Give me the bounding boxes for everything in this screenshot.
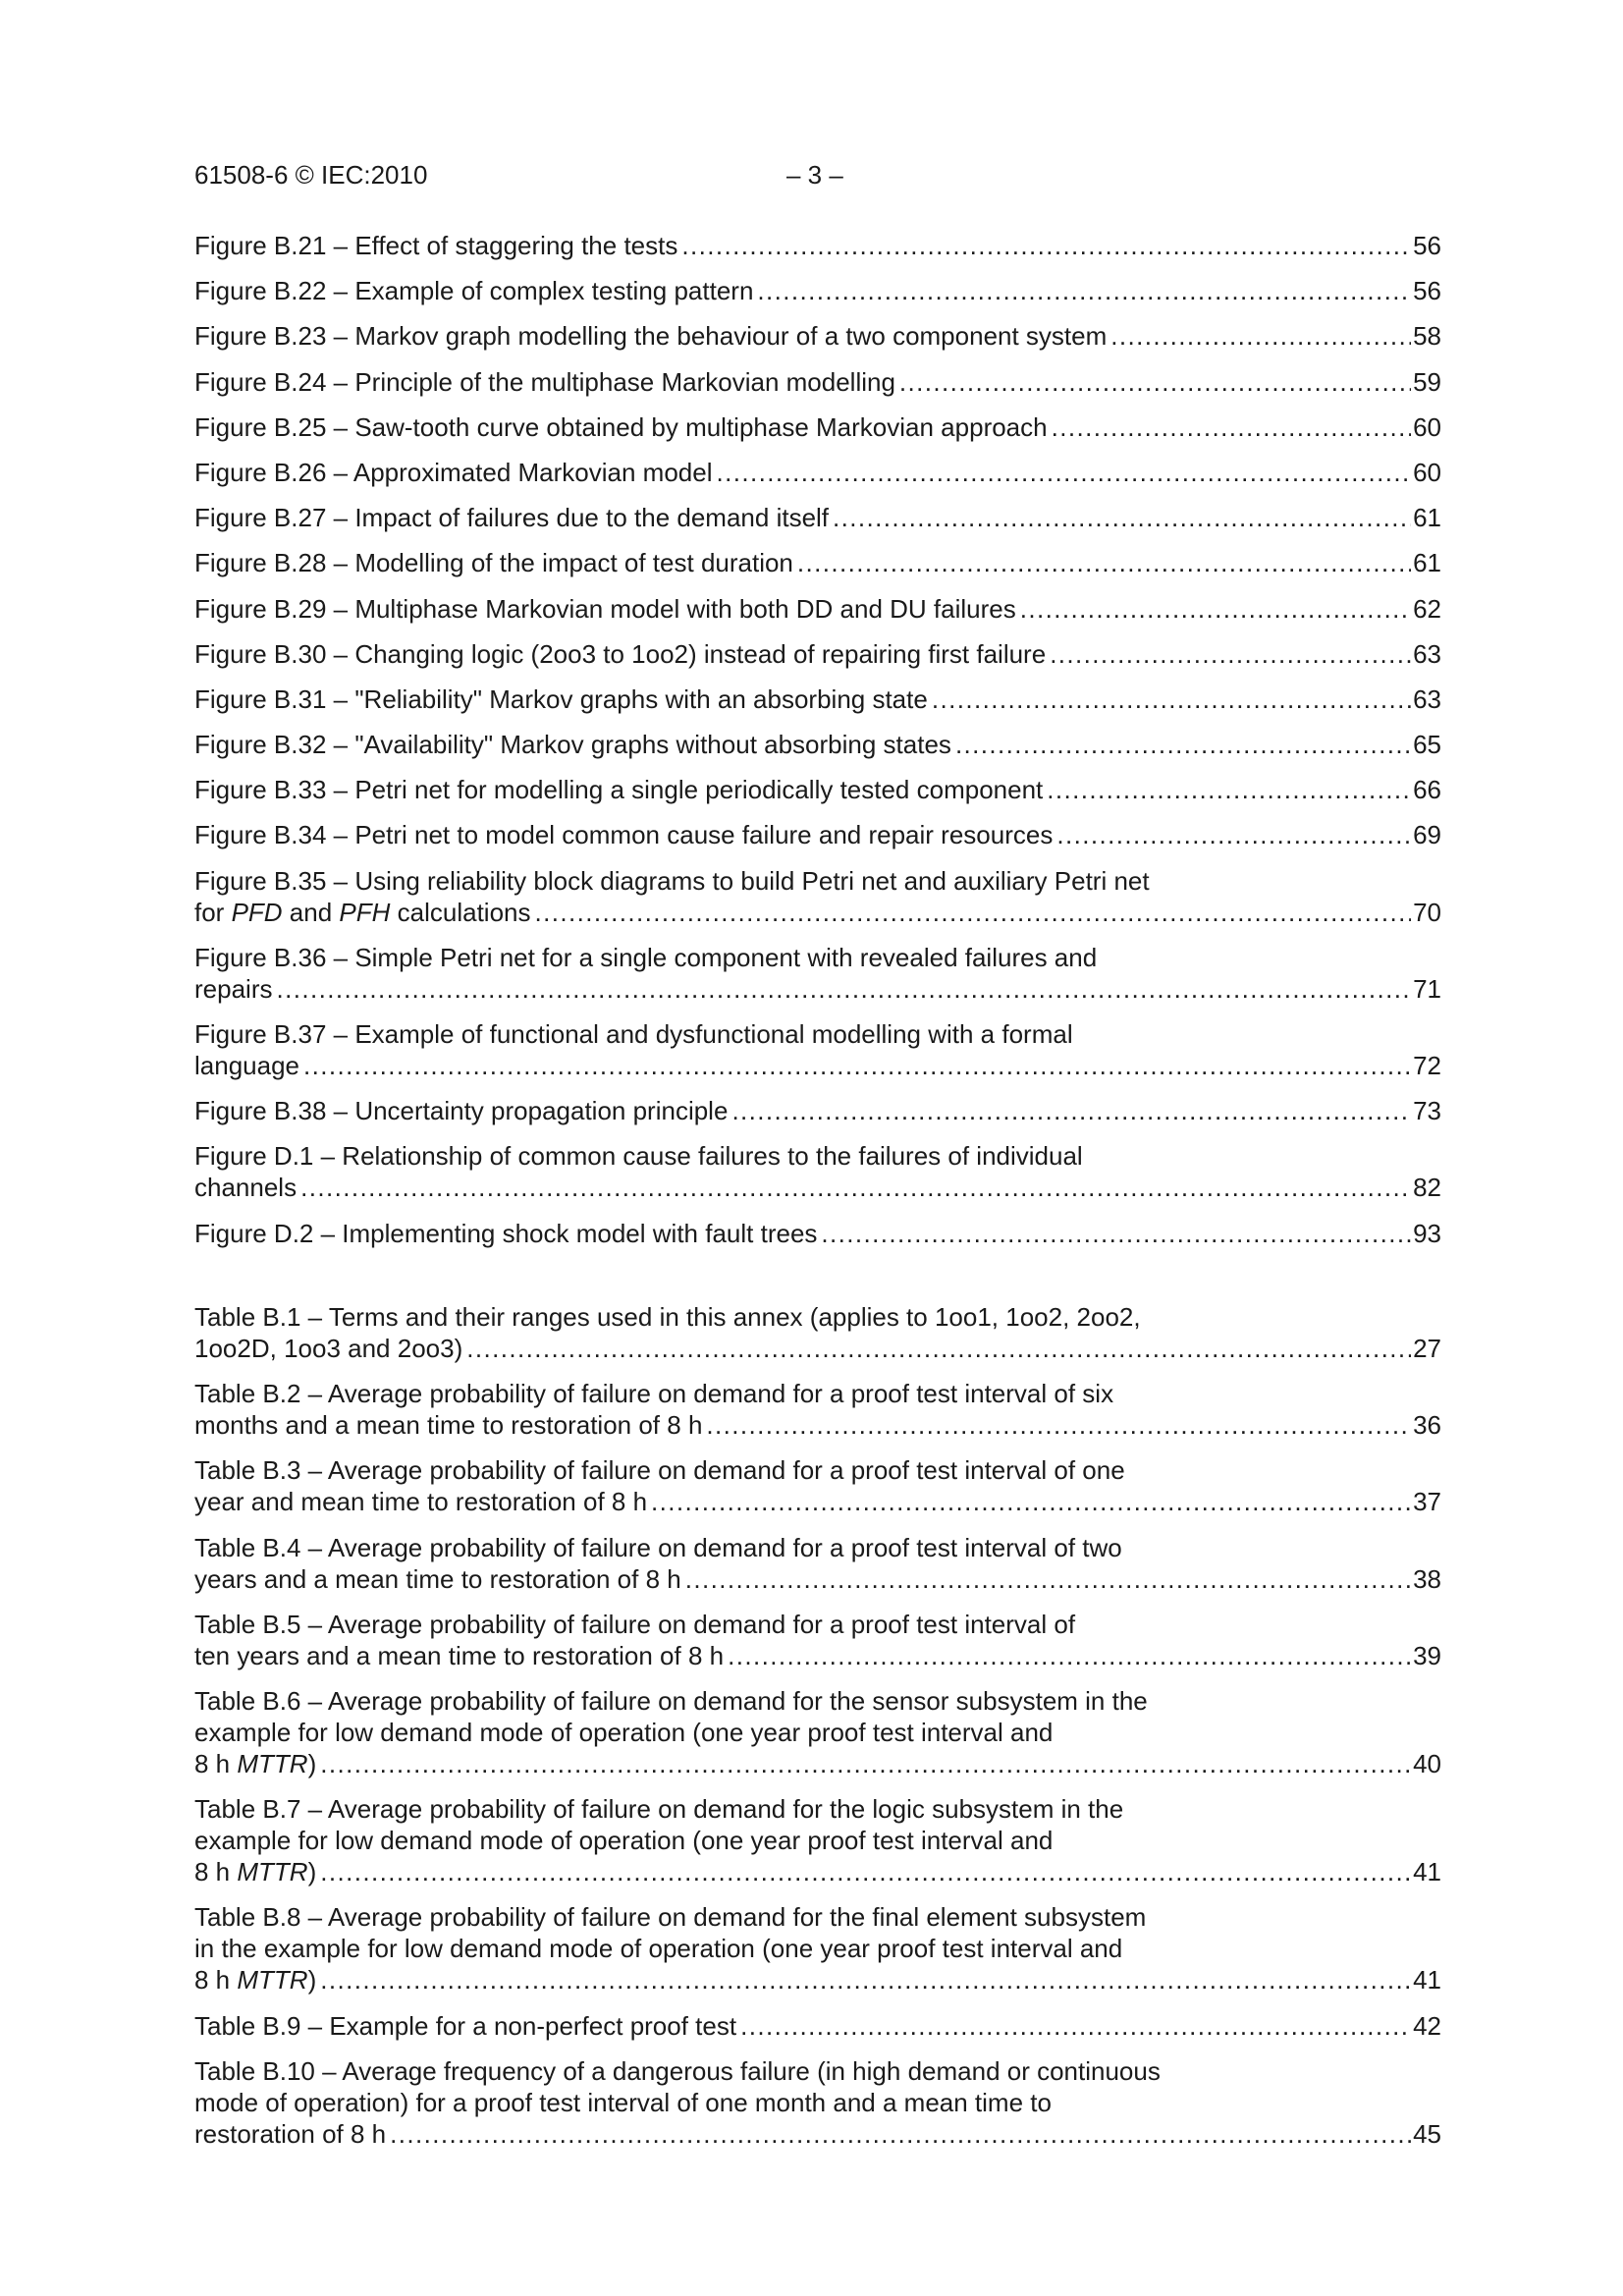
dot-leader xyxy=(1020,593,1411,625)
figure-entry[interactable] xyxy=(194,774,1441,805)
entry-title-line: Table B.4 – Average probability of failure on demand for a proof test interval of two xyxy=(194,1532,1122,1562)
entry-title-line: mode of operation) for a proof test interval of one month and a mean time to xyxy=(194,2087,1052,2117)
entry-final-line xyxy=(194,1486,1441,1517)
page-reference: 72 xyxy=(1413,1051,1441,1080)
dot-leader xyxy=(303,1050,1411,1081)
dot-leader xyxy=(651,1486,1411,1517)
entry-title-text: months and a mean time to restoration of 8 h xyxy=(194,1410,703,1441)
entry-final-line xyxy=(194,683,1441,715)
figure-entry[interactable] xyxy=(194,942,1441,1005)
entry-final-line xyxy=(194,1964,1441,1995)
dot-leader xyxy=(1052,411,1411,443)
entry-final-line xyxy=(194,1748,1441,1779)
entry-title-line: Table B.8 – Average probability of failure on demand for the final element subsystem xyxy=(194,1902,1147,1933)
page-reference: 56 xyxy=(1413,276,1441,306)
entry-title-line: Table B.5 – Average probability of failure on demand for a proof test interval of xyxy=(194,1609,1076,1639)
figure-entry[interactable] xyxy=(194,411,1441,443)
entry-final-line xyxy=(194,973,1441,1005)
dot-leader xyxy=(955,729,1411,760)
page-reference: 82 xyxy=(1413,1173,1441,1203)
page-reference: 45 xyxy=(1413,2118,1441,2149)
entry-final-line xyxy=(194,411,1441,443)
page-reference: 37 xyxy=(1413,1487,1441,1517)
entry-title-text: channels xyxy=(194,1173,298,1203)
entry-final-line xyxy=(194,2118,1441,2150)
entry-final-line xyxy=(194,1856,1441,1887)
entry-title-text: years and a mean time to restoration of 8 h xyxy=(194,1563,681,1594)
entry-title-text: Figure B.21 – Effect of staggering the tests xyxy=(194,231,678,260)
page-reference: 38 xyxy=(1413,1563,1441,1594)
page-reference: 36 xyxy=(1413,1410,1441,1441)
figure-entry[interactable] xyxy=(194,366,1441,398)
page-reference: 61 xyxy=(1413,548,1441,578)
entry-title-text: Figure B.30 – Changing logic (2oo3 to 1oo2) instead of repairing first failure xyxy=(194,638,1047,669)
entry-title-text: Figure B.33 – Petri net for modelling a single periodically tested component xyxy=(194,775,1044,805)
entry-title-text: Figure B.24 – Principle of the multiphase Markovian modelling xyxy=(194,366,895,397)
dot-leader xyxy=(466,1333,1411,1364)
entry-title-text: Table B.9 – Example for a non-perfect proof test xyxy=(194,2010,737,2041)
table-entry[interactable] xyxy=(194,2055,1441,2150)
dot-leader xyxy=(717,457,1412,488)
entry-title-line: Figure B.37 – Example of functional and dysfunctional modelling with a formal xyxy=(194,1019,1073,1049)
dot-leader xyxy=(320,1748,1411,1779)
page-reference: 62 xyxy=(1413,593,1441,624)
entry-final-line xyxy=(194,1050,1441,1081)
entry-title-text: Figure B.28 – Modelling of the impact of test duration xyxy=(194,548,793,578)
figure-entry[interactable] xyxy=(194,865,1441,928)
table-entry[interactable] xyxy=(194,1532,1441,1595)
figure-entry[interactable] xyxy=(194,819,1441,850)
page-reference: 63 xyxy=(1413,638,1441,669)
figure-entry[interactable] xyxy=(194,275,1441,306)
entry-final-line xyxy=(194,1640,1441,1671)
page-reference: 73 xyxy=(1413,1096,1441,1126)
entry-title-text: restoration of 8 h xyxy=(194,2118,387,2149)
entry-final-line xyxy=(194,638,1441,670)
entry-title-text: Figure B.25 – Saw-tooth curve obtained by multiphase Markovian approach xyxy=(194,411,1048,442)
entry-final-line xyxy=(194,457,1441,488)
figure-entry[interactable] xyxy=(194,320,1441,352)
entry-title-text: 8 h MTTR) xyxy=(194,1748,317,1778)
page-reference: 61 xyxy=(1413,503,1441,533)
entry-title-text: Figure B.34 – Petri net to model common cause failure and repair resources xyxy=(194,820,1054,850)
figure-entry[interactable] xyxy=(194,729,1441,760)
page-reference: 93 xyxy=(1413,1218,1441,1248)
entry-title-line: Table B.7 – Average probability of failure on demand for the logic subsystem in the xyxy=(194,1794,1124,1825)
dot-leader xyxy=(1050,638,1411,670)
dot-leader xyxy=(706,1409,1411,1441)
page-reference: 59 xyxy=(1413,366,1441,397)
entry-final-line xyxy=(194,774,1441,805)
dot-leader xyxy=(797,547,1411,578)
page-reference: 63 xyxy=(1413,683,1441,714)
page-header xyxy=(194,155,1441,194)
list-of-tables xyxy=(194,1301,1441,2163)
entry-title-text: Figure D.2 – Implementing shock model with fault trees xyxy=(194,1218,818,1248)
page-reference: 40 xyxy=(1413,1748,1441,1778)
entry-title-text: 1oo2D, 1oo3 and 2oo3) xyxy=(194,1334,463,1363)
figure-entry[interactable] xyxy=(194,593,1441,625)
entry-final-line xyxy=(194,2010,1441,2042)
dot-leader xyxy=(1110,320,1411,352)
entry-title-text: language xyxy=(194,1051,299,1080)
entry-title-text: for PFD and PFH calculations xyxy=(194,897,531,927)
entry-title-line: Table B.2 – Average probability of failure on demand for a proof test interval of six xyxy=(194,1379,1114,1409)
entry-title-text: repairs xyxy=(194,973,273,1004)
entry-title-text: Figure B.27 – Impact of failures due to the demand itself xyxy=(194,503,830,533)
entry-final-line xyxy=(194,1333,1441,1364)
entry-final-line xyxy=(194,502,1441,533)
page-reference: 41 xyxy=(1413,1857,1441,1887)
entry-title-text: Figure B.38 – Uncertainty propagation principle xyxy=(194,1096,729,1126)
table-entry[interactable] xyxy=(194,1793,1441,1887)
dot-leader xyxy=(276,973,1411,1005)
figure-entry[interactable] xyxy=(194,638,1441,670)
page-reference: 27 xyxy=(1413,1334,1441,1363)
dot-leader xyxy=(932,683,1411,715)
entry-title-text: 8 h MTTR) xyxy=(194,1857,317,1887)
document-id: 61508-6 © IEC:2010 xyxy=(194,160,428,190)
dot-leader xyxy=(1047,774,1411,805)
dot-leader xyxy=(821,1218,1411,1249)
entry-final-line xyxy=(194,897,1441,928)
entry-final-line xyxy=(194,366,1441,398)
dot-leader xyxy=(757,275,1411,306)
page-reference: 58 xyxy=(1413,321,1441,352)
list-of-figures xyxy=(194,230,1441,1263)
figure-entry[interactable] xyxy=(194,230,1441,261)
dot-leader xyxy=(681,230,1411,261)
entry-title-line: Figure B.36 – Simple Petri net for a single component with revealed failures and xyxy=(194,942,1098,972)
page-reference: 60 xyxy=(1413,457,1441,487)
figure-entry[interactable] xyxy=(194,1140,1441,1203)
entry-final-line xyxy=(194,547,1441,578)
figure-entry[interactable] xyxy=(194,683,1441,715)
entry-title-line: in the example for low demand mode of operation (one year proof test interval and xyxy=(194,1934,1123,1964)
entry-final-line xyxy=(194,729,1441,760)
dot-leader xyxy=(320,1964,1411,1995)
entry-title-text: Figure B.31 – "Reliability" Markov graphs with an absorbing state xyxy=(194,683,928,714)
dot-leader xyxy=(300,1172,1411,1203)
entry-final-line xyxy=(194,275,1441,306)
entry-title-text: year and mean time to restoration of 8 h xyxy=(194,1487,648,1517)
page-reference: 60 xyxy=(1413,411,1441,442)
entry-final-line xyxy=(194,819,1441,850)
dot-leader xyxy=(899,366,1411,398)
figure-entry[interactable] xyxy=(194,1218,1441,1249)
figure-entry[interactable] xyxy=(194,547,1441,578)
table-entry[interactable] xyxy=(194,1301,1441,1364)
entry-title-text: Figure B.23 – Markov graph modelling the behaviour of a two component system xyxy=(194,321,1108,352)
dot-leader xyxy=(1056,819,1411,850)
page-reference: 69 xyxy=(1413,820,1441,850)
dot-leader xyxy=(320,1856,1411,1887)
figure-entry[interactable] xyxy=(194,457,1441,488)
table-entry[interactable] xyxy=(194,2010,1441,2042)
entry-title-text: Figure B.29 – Multiphase Markovian model with both DD and DU failures xyxy=(194,593,1016,624)
entry-final-line xyxy=(194,320,1441,352)
entry-title-line: example for low demand mode of operation (one year proof test interval and xyxy=(194,1826,1054,1856)
entry-title-line: Table B.10 – Average frequency of a dangerous failure (in high demand or continuous xyxy=(194,2055,1161,2086)
table-entry[interactable] xyxy=(194,1685,1441,1779)
entry-title-line: example for low demand mode of operation (one year proof test interval and xyxy=(194,1717,1054,1747)
dot-leader xyxy=(728,1640,1411,1671)
page-reference: 42 xyxy=(1413,2010,1441,2041)
page-reference: 70 xyxy=(1413,897,1441,927)
entry-final-line xyxy=(194,1563,1441,1595)
entry-title-text: Figure B.26 – Approximated Markovian model xyxy=(194,457,713,487)
table-entry[interactable] xyxy=(194,1609,1441,1671)
entry-title-line: Table B.1 – Terms and their ranges used in this annex (applies to 1oo1, 1oo2, 2oo2, xyxy=(194,1302,1141,1332)
figure-entry[interactable] xyxy=(194,1095,1441,1126)
entry-title-text: 8 h MTTR) xyxy=(194,1965,317,1995)
dot-leader xyxy=(390,2118,1411,2150)
entry-title-text: ten years and a mean time to restoration of 8 h xyxy=(194,1640,725,1670)
dot-leader xyxy=(534,897,1411,928)
page-reference: 39 xyxy=(1413,1640,1441,1670)
dot-leader xyxy=(740,2010,1411,2042)
entry-title-line: Table B.6 – Average probability of failure on demand for the sensor subsystem in the xyxy=(194,1685,1148,1716)
dot-leader xyxy=(685,1563,1411,1595)
entry-title-line: Figure D.1 – Relationship of common cause failures to the failures of individual xyxy=(194,1141,1083,1172)
figure-entry[interactable] xyxy=(194,502,1441,533)
entry-final-line xyxy=(194,1172,1441,1203)
entry-title-text: Figure B.32 – "Availability" Markov graphs without absorbing states xyxy=(194,730,951,760)
page-reference: 41 xyxy=(1413,1965,1441,1995)
entry-final-line xyxy=(194,1218,1441,1249)
page-reference: 65 xyxy=(1413,730,1441,760)
entry-title-text: Figure B.22 – Example of complex testing pattern xyxy=(194,276,754,306)
table-entry[interactable] xyxy=(194,1378,1441,1441)
table-entry[interactable] xyxy=(194,1901,1441,1995)
entry-final-line xyxy=(194,1409,1441,1441)
entry-title-line: Table B.3 – Average probability of failure on demand for a proof test interval of one xyxy=(194,1455,1125,1486)
table-entry[interactable] xyxy=(194,1454,1441,1517)
dot-leader xyxy=(833,502,1411,533)
page-number: – 3 – xyxy=(786,160,843,190)
entry-final-line xyxy=(194,593,1441,625)
entry-title-line: Figure B.35 – Using reliability block diagrams to build Petri net and auxiliary Petri net xyxy=(194,865,1150,896)
page-reference: 71 xyxy=(1413,973,1441,1004)
figure-entry[interactable] xyxy=(194,1018,1441,1081)
entry-final-line xyxy=(194,230,1441,261)
page-reference: 56 xyxy=(1413,231,1441,260)
entry-final-line xyxy=(194,1095,1441,1126)
page-reference: 66 xyxy=(1413,775,1441,805)
dot-leader xyxy=(731,1095,1411,1126)
